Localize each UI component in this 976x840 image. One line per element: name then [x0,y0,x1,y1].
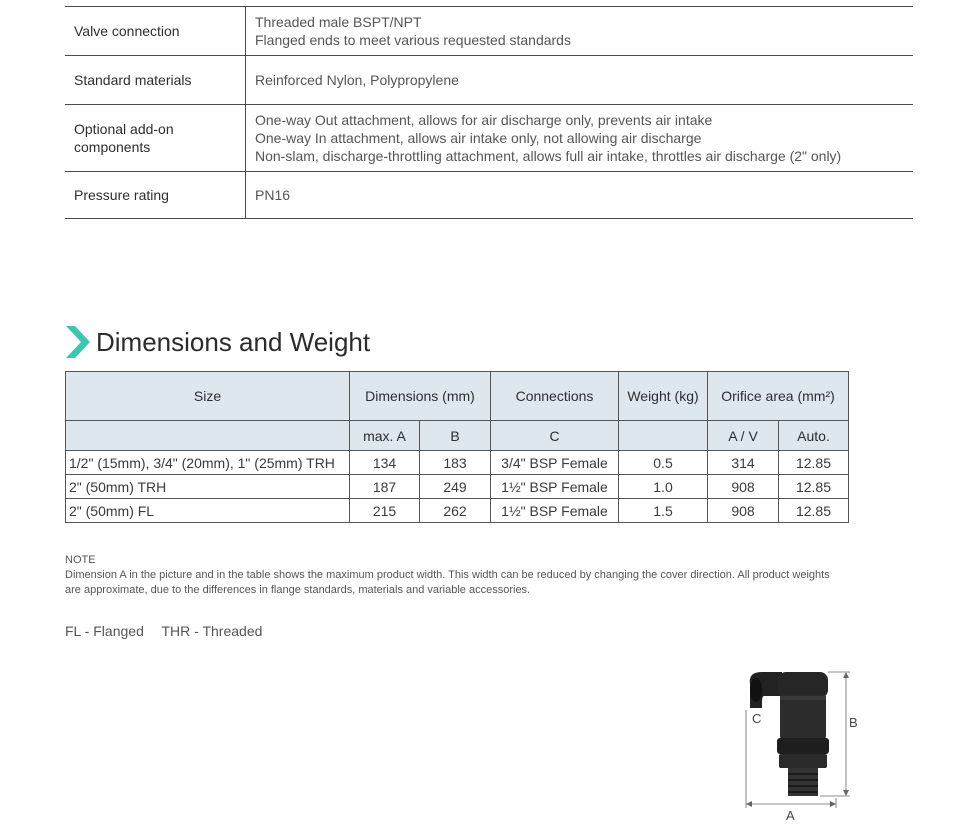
spec-value-line: One-way Out attachment, allows for air discharge only, prevents air intake [255,112,713,128]
label-a: A [786,808,795,823]
cell-weight: 1.0 [619,475,708,499]
table-header-row [66,372,849,421]
table-subheader-row [66,421,849,451]
note-text: Dimension A in the picture and in the table shows the maximum product width. This width can be reduced by changing the cover direction. All product weights are approximate, due to the differences in flange standards, materials and variable accessories. [65,569,830,596]
spec-value-line: PN16 [255,187,291,203]
cell-connection: 3/4" BSP Female [491,451,619,475]
cell-connection: 1½" BSP Female [491,499,619,523]
cell-av: 908 [708,499,779,523]
table-row [66,499,849,523]
spec-value [246,7,913,55]
spec-row-optional-add-on [65,105,913,172]
cell-max-a: 134 [350,451,420,475]
header-weight: Weight (kg) [619,372,708,421]
table-row [66,475,849,499]
cell-size: 2" (50mm) FL [66,499,350,523]
spec-value-line: One-way In attachment, allows air intake only, not allowing air discharge [255,130,702,146]
abbreviation-legend [65,623,276,639]
cell-av: 908 [708,475,779,499]
cell-b: 249 [420,475,491,499]
spec-row-pressure-rating [65,172,913,219]
valve-illustration [738,666,868,826]
cell-max-a: 187 [350,475,420,499]
cell-av: 314 [708,451,779,475]
spec-value-line: Non-slam, discharge-throttling attachment, allows full air intake, throttles air discharge (2" only) [255,148,842,164]
subheader-av: A / V [708,421,779,451]
header-orifice: Orifice area (mm²) [708,372,849,421]
subheader-max-a: max. A [350,421,420,451]
header-connections: Connections [491,372,619,421]
cell-weight: 1.5 [619,499,708,523]
spec-label: Pressure rating [65,172,246,218]
subheader-empty [619,421,708,451]
spec-value [246,56,913,104]
spec-label: Optional add-on components [65,105,246,171]
spec-value [246,105,913,171]
cell-connection: 1½" BSP Female [491,475,619,499]
spec-value-line: Reinforced Nylon, Polypropylene [255,72,459,88]
cell-auto: 12.85 [779,451,849,475]
cell-weight: 0.5 [619,451,708,475]
note-title: NOTE [65,554,96,566]
spec-row-valve-connection [65,7,913,56]
label-b: B [849,715,858,730]
spec-table [65,6,913,219]
spec-value-line: Flanged ends to meet various requested standards [255,32,571,48]
subheader-b: B [420,421,491,451]
cell-auto: 12.85 [779,475,849,499]
spec-label: Valve connection [65,7,246,55]
cell-max-a: 215 [350,499,420,523]
spec-row-standard-materials [65,56,913,105]
section-title [64,324,370,360]
label-c: C [752,711,762,726]
dimensions-table [65,371,849,523]
header-dimensions: Dimensions (mm) [350,372,491,421]
chevron-right-icon [64,324,92,360]
cell-b: 262 [420,499,491,523]
subheader-c: C [491,421,619,451]
section-title-text: Dimensions and Weight [96,326,371,357]
cell-size: 2" (50mm) TRH [66,475,350,499]
note-block [65,553,845,598]
cell-auto: 12.85 [779,499,849,523]
spec-value-line: Threaded male BSPT/NPT [255,14,422,30]
legend-flanged: FL - Flanged [65,623,144,639]
valve-dimension-diagram [738,666,868,826]
header-size: Size [66,372,350,421]
subheader-auto: Auto. [779,421,849,451]
subheader-empty [66,421,350,451]
table-row [66,451,849,475]
cell-b: 183 [420,451,491,475]
cell-size: 1/2" (15mm), 3/4" (20mm), 1" (25mm) TRH [66,451,350,475]
legend-threaded: THR - Threaded [161,623,263,639]
spec-value [246,172,913,218]
spec-label: Standard materials [65,56,246,104]
